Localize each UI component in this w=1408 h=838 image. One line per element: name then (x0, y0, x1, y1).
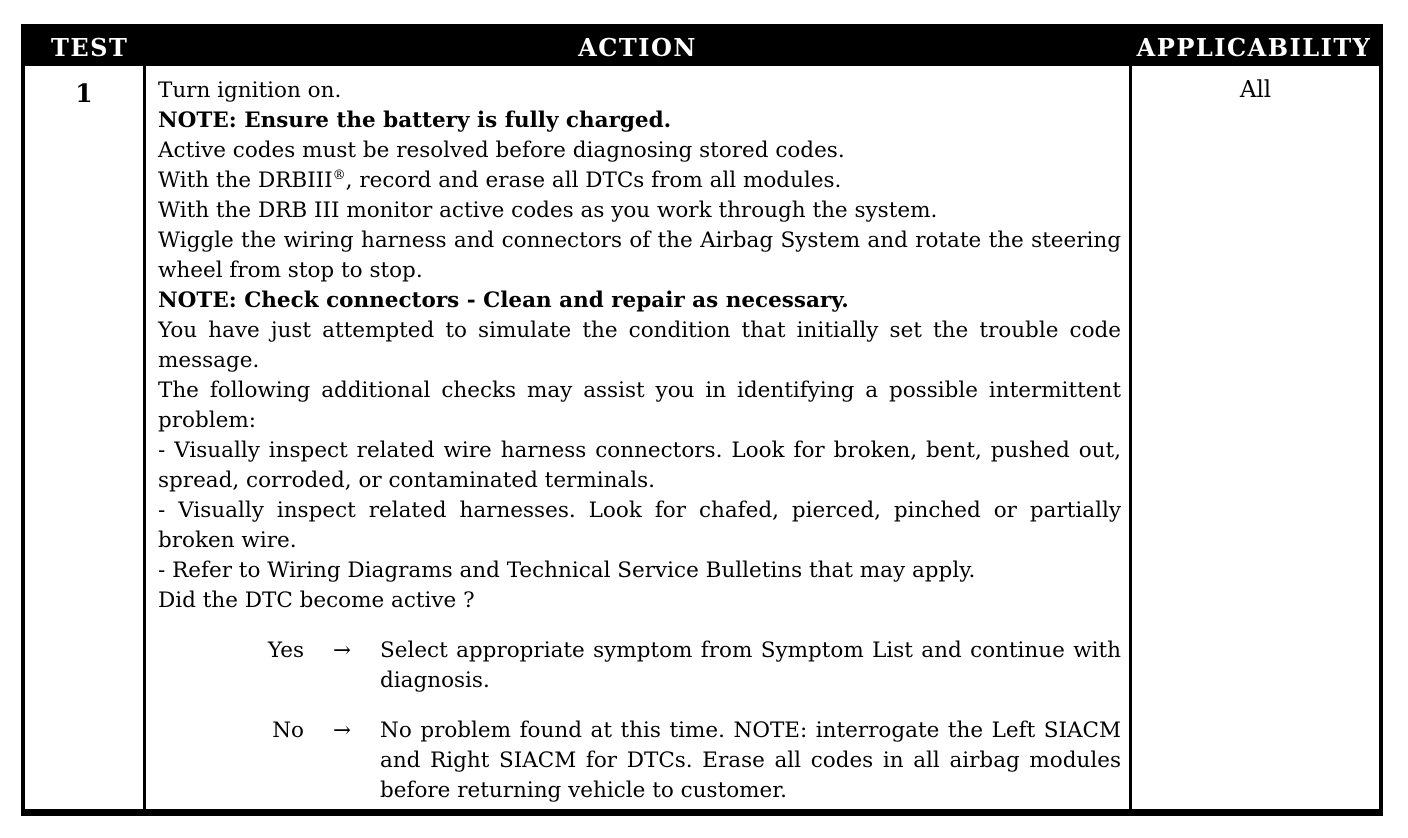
action-paragraph: Active codes must be resolved before diagnosing stored codes. (158, 138, 845, 163)
answer-label: Yes (267, 638, 304, 663)
answer-blocks (158, 636, 1121, 806)
arrow-right-icon: → (332, 638, 351, 663)
answer-label: No (272, 718, 304, 743)
test-number-cell: 1 (25, 66, 146, 809)
action-paragraph: Turn ignition on. (158, 78, 342, 103)
answer-row (158, 716, 1121, 806)
action-cell (146, 66, 1129, 809)
action-paragraph: The following additional checks may assist you in identifying a possible intermittent problem: (158, 378, 1121, 433)
answer-row (158, 636, 1121, 696)
action-paragraphs (158, 76, 1121, 616)
applicability-cell: All (1129, 66, 1379, 809)
table-header (25, 28, 1379, 66)
header-cell-test: TEST (51, 32, 129, 62)
action-paragraph: NOTE: Check connectors - Clean and repair as necessary. (158, 288, 849, 313)
header-cell-action: ACTION (578, 32, 697, 62)
action-paragraph: - Visually inspect related wire harness connectors. Look for broken, bent, pushed out, spread, corroded, or contaminated terminals. (158, 438, 1121, 493)
table-row (25, 66, 1379, 809)
action-paragraph: You have just attempted to simulate the condition that initially set the trouble code message. (158, 318, 1121, 373)
action-paragraph: NOTE: Ensure the battery is fully charged. (158, 108, 672, 133)
diagnostic-table (21, 24, 1383, 816)
action-paragraph: - Visually inspect related harnesses. Look for chafed, pierced, pinched or partially broken wire. (158, 498, 1121, 553)
action-paragraph: Did the DTC become active ? (158, 588, 475, 613)
answer-text: Select appropriate symptom from Symptom List and continue with diagnosis. (380, 638, 1121, 693)
action-paragraph: With the DRBIII®, record and erase all DTCs from all modules. (158, 167, 842, 193)
action-paragraph: - Refer to Wiring Diagrams and Technical Service Bulletins that may apply. (158, 558, 976, 583)
header-cell-applicability: APPLICABILITY (1136, 32, 1372, 62)
action-paragraph: With the DRB III monitor active codes as you work through the system. (158, 198, 938, 223)
arrow-right-icon: → (332, 718, 351, 743)
answer-text: No problem found at this time. NOTE: interrogate the Left SIACM and Right SIACM for DTCs. Erase all codes in all airbag modules before returning vehicle to customer. (380, 718, 1121, 803)
action-paragraph: Wiggle the wiring harness and connectors of the Airbag System and rotate the steering wheel from stop to stop. (158, 228, 1121, 283)
